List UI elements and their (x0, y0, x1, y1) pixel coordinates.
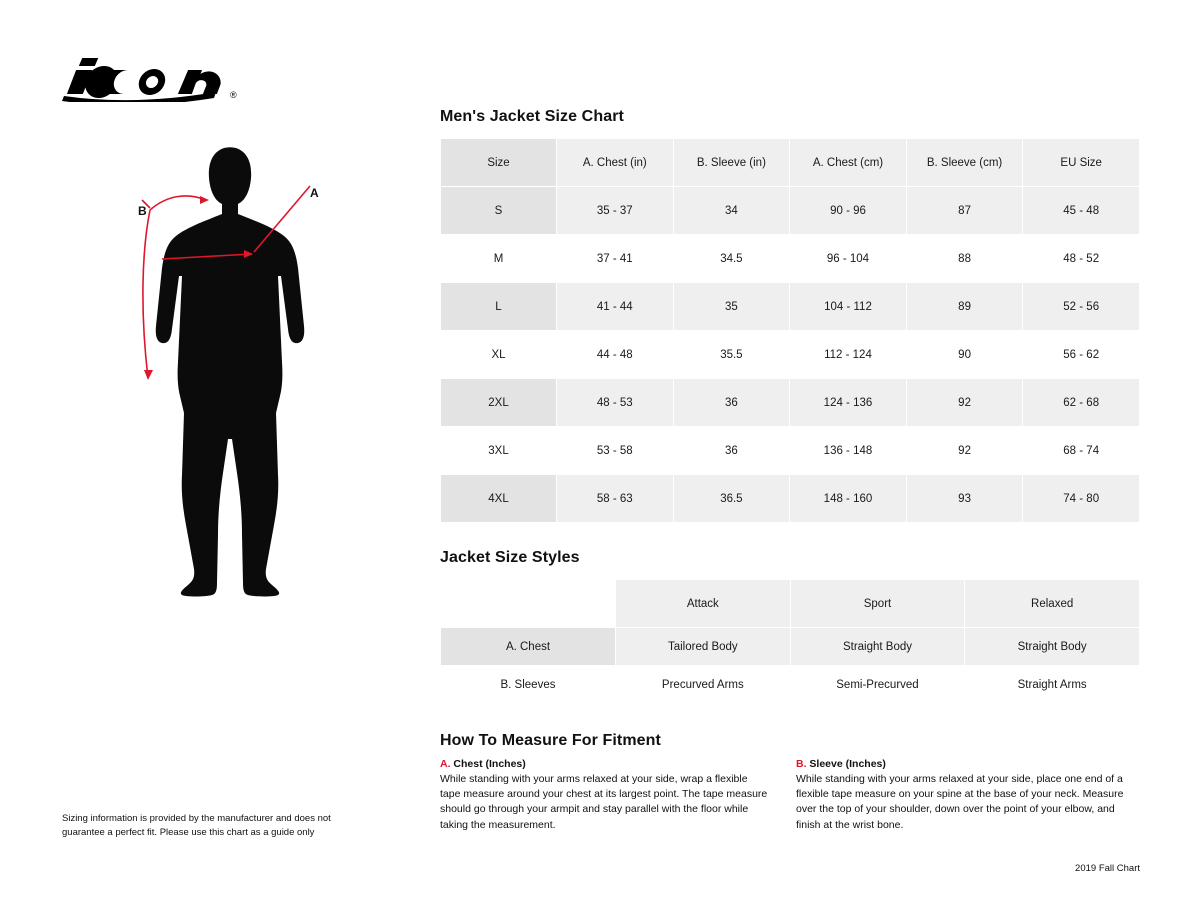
table-cell: 34 (673, 187, 790, 235)
table-row (441, 475, 1140, 523)
table-cell: 90 - 96 (790, 187, 907, 235)
trademark-symbol: ® (230, 90, 237, 100)
table-cell: 3XL (441, 427, 557, 475)
table-cell: 93 (906, 475, 1023, 523)
table-cell: 96 - 104 (790, 235, 907, 283)
measure-item-sleeve (796, 758, 1126, 833)
how-to-measure-columns (440, 758, 1140, 833)
measure-body-text: While standing with your arms relaxed at your side, wrap a flexible tape measure around your chest at its largest point. The tape measure should go through your armpit and stay parallel with the floor while taking the measurement. (440, 773, 768, 831)
table-cell: Straight Body (790, 628, 965, 666)
measure-letter: B. (796, 758, 807, 770)
figure-label-b: B (138, 204, 147, 218)
table-cell: 35 (673, 283, 790, 331)
size-chart-title: Men's Jacket Size Chart (440, 108, 624, 125)
table-cell: 36 (673, 427, 790, 475)
measure-item-chest (440, 758, 770, 833)
table-cell: 87 (906, 187, 1023, 235)
table-cell: 90 (906, 331, 1023, 379)
table-cell: 52 - 56 (1023, 283, 1140, 331)
table-row (441, 283, 1140, 331)
table-header-cell: Attack (616, 580, 791, 628)
measure-heading-text: Chest (Inches) (453, 758, 526, 770)
table-cell: 112 - 124 (790, 331, 907, 379)
table-cell: 45 - 48 (1023, 187, 1140, 235)
table-cell: S (441, 187, 557, 235)
chart-season-note: 2019 Fall Chart (1075, 863, 1140, 874)
table-header-cell: EU Size (1023, 139, 1140, 187)
table-cell: 41 - 44 (557, 283, 674, 331)
table-cell: 44 - 48 (557, 331, 674, 379)
right-panel (440, 0, 1160, 833)
table-cell: 89 (906, 283, 1023, 331)
table-row-label: A. Chest (441, 628, 616, 666)
table-header-cell: B. Sleeve (in) (673, 139, 790, 187)
table-header-cell: Relaxed (965, 580, 1140, 628)
table-cell: 36 (673, 379, 790, 427)
table-cell: 48 - 53 (557, 379, 674, 427)
table-cell: M (441, 235, 557, 283)
table-row (441, 666, 1140, 704)
table-row (441, 235, 1140, 283)
table-cell: 53 - 58 (557, 427, 674, 475)
table-cell: L (441, 283, 557, 331)
table-cell: 136 - 148 (790, 427, 907, 475)
table-cell: 2XL (441, 379, 557, 427)
table-header-cell: A. Chest (in) (557, 139, 674, 187)
jacket-size-styles-table (440, 579, 1140, 704)
table-header-cell: A. Chest (cm) (790, 139, 907, 187)
jacket-size-styles-title: Jacket Size Styles (440, 549, 580, 566)
table-row (441, 379, 1140, 427)
table-header-cell: Sport (790, 580, 965, 628)
table-cell: Semi-Precurved (790, 666, 965, 704)
sizing-disclaimer: Sizing information is provided by the manufacturer and does not guarantee a perfect fit. Please use this chart as a guide only (62, 813, 331, 838)
table-header-row (441, 139, 1140, 187)
measure-heading (796, 758, 1126, 770)
table-header-cell: Size (441, 139, 557, 187)
table-cell: 36.5 (673, 475, 790, 523)
body-silhouette-figure (120, 140, 380, 640)
measure-letter: A. (440, 758, 451, 770)
table-cell: 92 (906, 379, 1023, 427)
table-cell: 104 - 112 (790, 283, 907, 331)
size-chart-table (440, 138, 1140, 523)
table-cell: 92 (906, 427, 1023, 475)
measure-heading-text: Sleeve (Inches) (809, 758, 886, 770)
table-cell: 88 (906, 235, 1023, 283)
left-panel (0, 0, 420, 900)
table-cell: 58 - 63 (557, 475, 674, 523)
table-row (441, 628, 1140, 666)
table-cell: 48 - 52 (1023, 235, 1140, 283)
table-cell: Tailored Body (616, 628, 791, 666)
table-cell: 74 - 80 (1023, 475, 1140, 523)
table-cell: 4XL (441, 475, 557, 523)
table-row-label: B. Sleeves (441, 666, 616, 704)
table-cell: Straight Body (965, 628, 1140, 666)
table-cell: Precurved Arms (616, 666, 791, 704)
measure-heading (440, 758, 770, 770)
table-cell: 124 - 136 (790, 379, 907, 427)
table-header-cell-empty (441, 580, 616, 628)
table-row (441, 427, 1140, 475)
table-cell: Straight Arms (965, 666, 1140, 704)
table-header-cell: B. Sleeve (cm) (906, 139, 1023, 187)
table-header-row (441, 580, 1140, 628)
table-cell: 35.5 (673, 331, 790, 379)
table-cell: 68 - 74 (1023, 427, 1140, 475)
icon-brand-logo (62, 48, 242, 102)
table-cell: 62 - 68 (1023, 379, 1140, 427)
how-to-measure-title: How To Measure For Fitment (440, 732, 661, 749)
figure-label-a: A (310, 186, 319, 200)
table-row (441, 331, 1140, 379)
table-cell: XL (441, 331, 557, 379)
table-cell: 35 - 37 (557, 187, 674, 235)
table-cell: 37 - 41 (557, 235, 674, 283)
table-cell: 34.5 (673, 235, 790, 283)
measure-body-text: While standing with your arms relaxed at your side, place one end of a flexible tape measure on your spine at the base of your neck. Measure over the top of your shoulder, down over the point of your elbow, and finish at the wrist bone. (796, 773, 1124, 831)
table-cell: 56 - 62 (1023, 331, 1140, 379)
table-cell: 148 - 160 (790, 475, 907, 523)
table-row (441, 187, 1140, 235)
